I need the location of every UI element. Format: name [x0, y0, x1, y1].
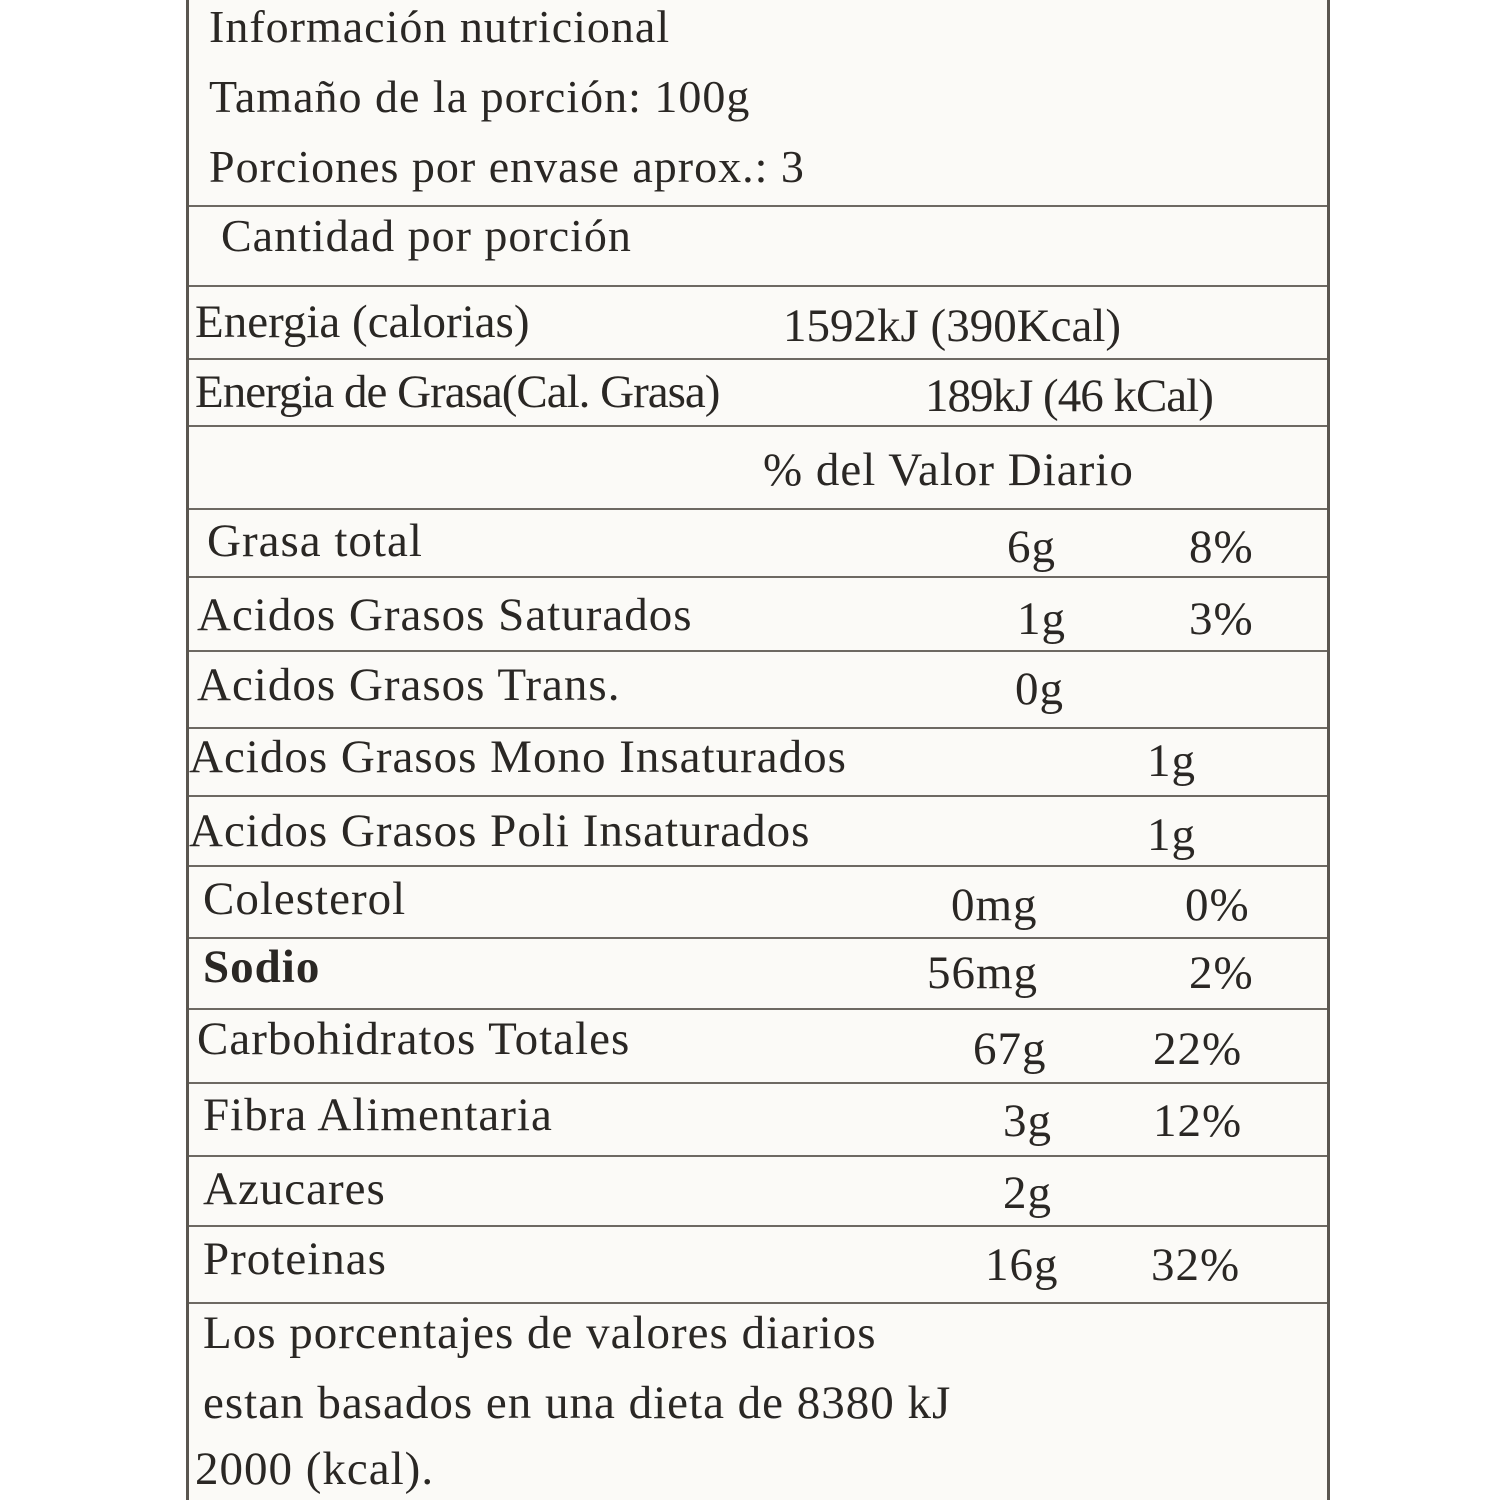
divider	[189, 508, 1327, 510]
fat-energy-value: 189kJ (46 kCal)	[925, 370, 1213, 422]
nutrition-facts-label	[186, 0, 1330, 1500]
divider	[189, 358, 1327, 360]
nutrient-label: Proteinas	[203, 1233, 387, 1285]
divider	[189, 1302, 1327, 1304]
divider	[189, 425, 1327, 427]
nutrient-amount: 1g	[1147, 735, 1196, 787]
nutrient-label: Acidos Grasos Mono Insaturados	[189, 731, 847, 783]
nutrient-amount: 2g	[1003, 1167, 1052, 1219]
nutrient-amount: 0mg	[951, 879, 1038, 931]
divider	[189, 1008, 1327, 1010]
fat-energy-label: Energia de Grasa(Cal. Grasa)	[195, 366, 720, 418]
energy-label: Energia (calorias)	[195, 296, 530, 348]
nutrient-label: Colesterol	[203, 873, 407, 925]
nutrient-label: Grasa total	[207, 515, 423, 567]
divider	[189, 1155, 1327, 1157]
divider	[189, 576, 1327, 578]
divider	[189, 650, 1327, 652]
amount-per-serving: Cantidad por porción	[221, 210, 632, 261]
nutrient-amount: 6g	[1007, 521, 1056, 573]
nutrient-label: Acidos Grasos Poli Insaturados	[189, 805, 811, 857]
nutrient-percent: 12%	[1153, 1095, 1243, 1147]
nutrient-percent: 3%	[1189, 593, 1254, 645]
divider	[189, 1082, 1327, 1084]
nutrient-amount: 67g	[973, 1023, 1047, 1075]
nutrient-label: Acidos Grasos Saturados	[197, 589, 693, 641]
divider	[189, 285, 1327, 287]
nutrient-amount: 3g	[1003, 1095, 1052, 1147]
nutrient-amount: 16g	[985, 1239, 1059, 1291]
energy-value: 1592kJ (390Kcal)	[783, 300, 1122, 352]
nutrient-amount: 0g	[1015, 663, 1064, 715]
footnote-line-1: Los porcentajes de valores diarios	[203, 1307, 877, 1359]
nutrient-label: Sodio	[203, 941, 321, 993]
daily-value-header: % del Valor Diario	[763, 444, 1134, 496]
nutrient-amount: 1g	[1017, 593, 1066, 645]
footnote-line-3: 2000 (kcal).	[195, 1443, 435, 1495]
divider	[189, 1225, 1327, 1227]
nutrient-label: Acidos Grasos Trans.	[197, 659, 621, 711]
nutrient-percent: 8%	[1189, 521, 1254, 573]
serving-size: Tamaño de la porción: 100g	[209, 71, 751, 122]
nutrient-percent: 2%	[1189, 947, 1254, 999]
divider	[189, 205, 1327, 207]
divider	[189, 795, 1327, 797]
footnote-line-2: estan basados en una dieta de 8380 kJ	[203, 1377, 952, 1429]
nutrient-percent: 22%	[1153, 1023, 1243, 1075]
servings-per-container: Porciones por envase aprox.: 3	[209, 141, 805, 192]
nutrient-percent: 32%	[1151, 1239, 1241, 1291]
label-title: Información nutricional	[209, 1, 671, 52]
nutrient-amount: 1g	[1147, 809, 1196, 861]
divider	[189, 865, 1327, 867]
nutrient-label: Azucares	[203, 1163, 386, 1215]
nutrient-amount: 56mg	[927, 947, 1039, 999]
nutrient-label: Fibra Alimentaria	[203, 1089, 553, 1141]
divider	[189, 937, 1327, 939]
divider	[189, 727, 1327, 729]
nutrient-label: Carbohidratos Totales	[197, 1013, 631, 1065]
nutrient-percent: 0%	[1185, 879, 1250, 931]
